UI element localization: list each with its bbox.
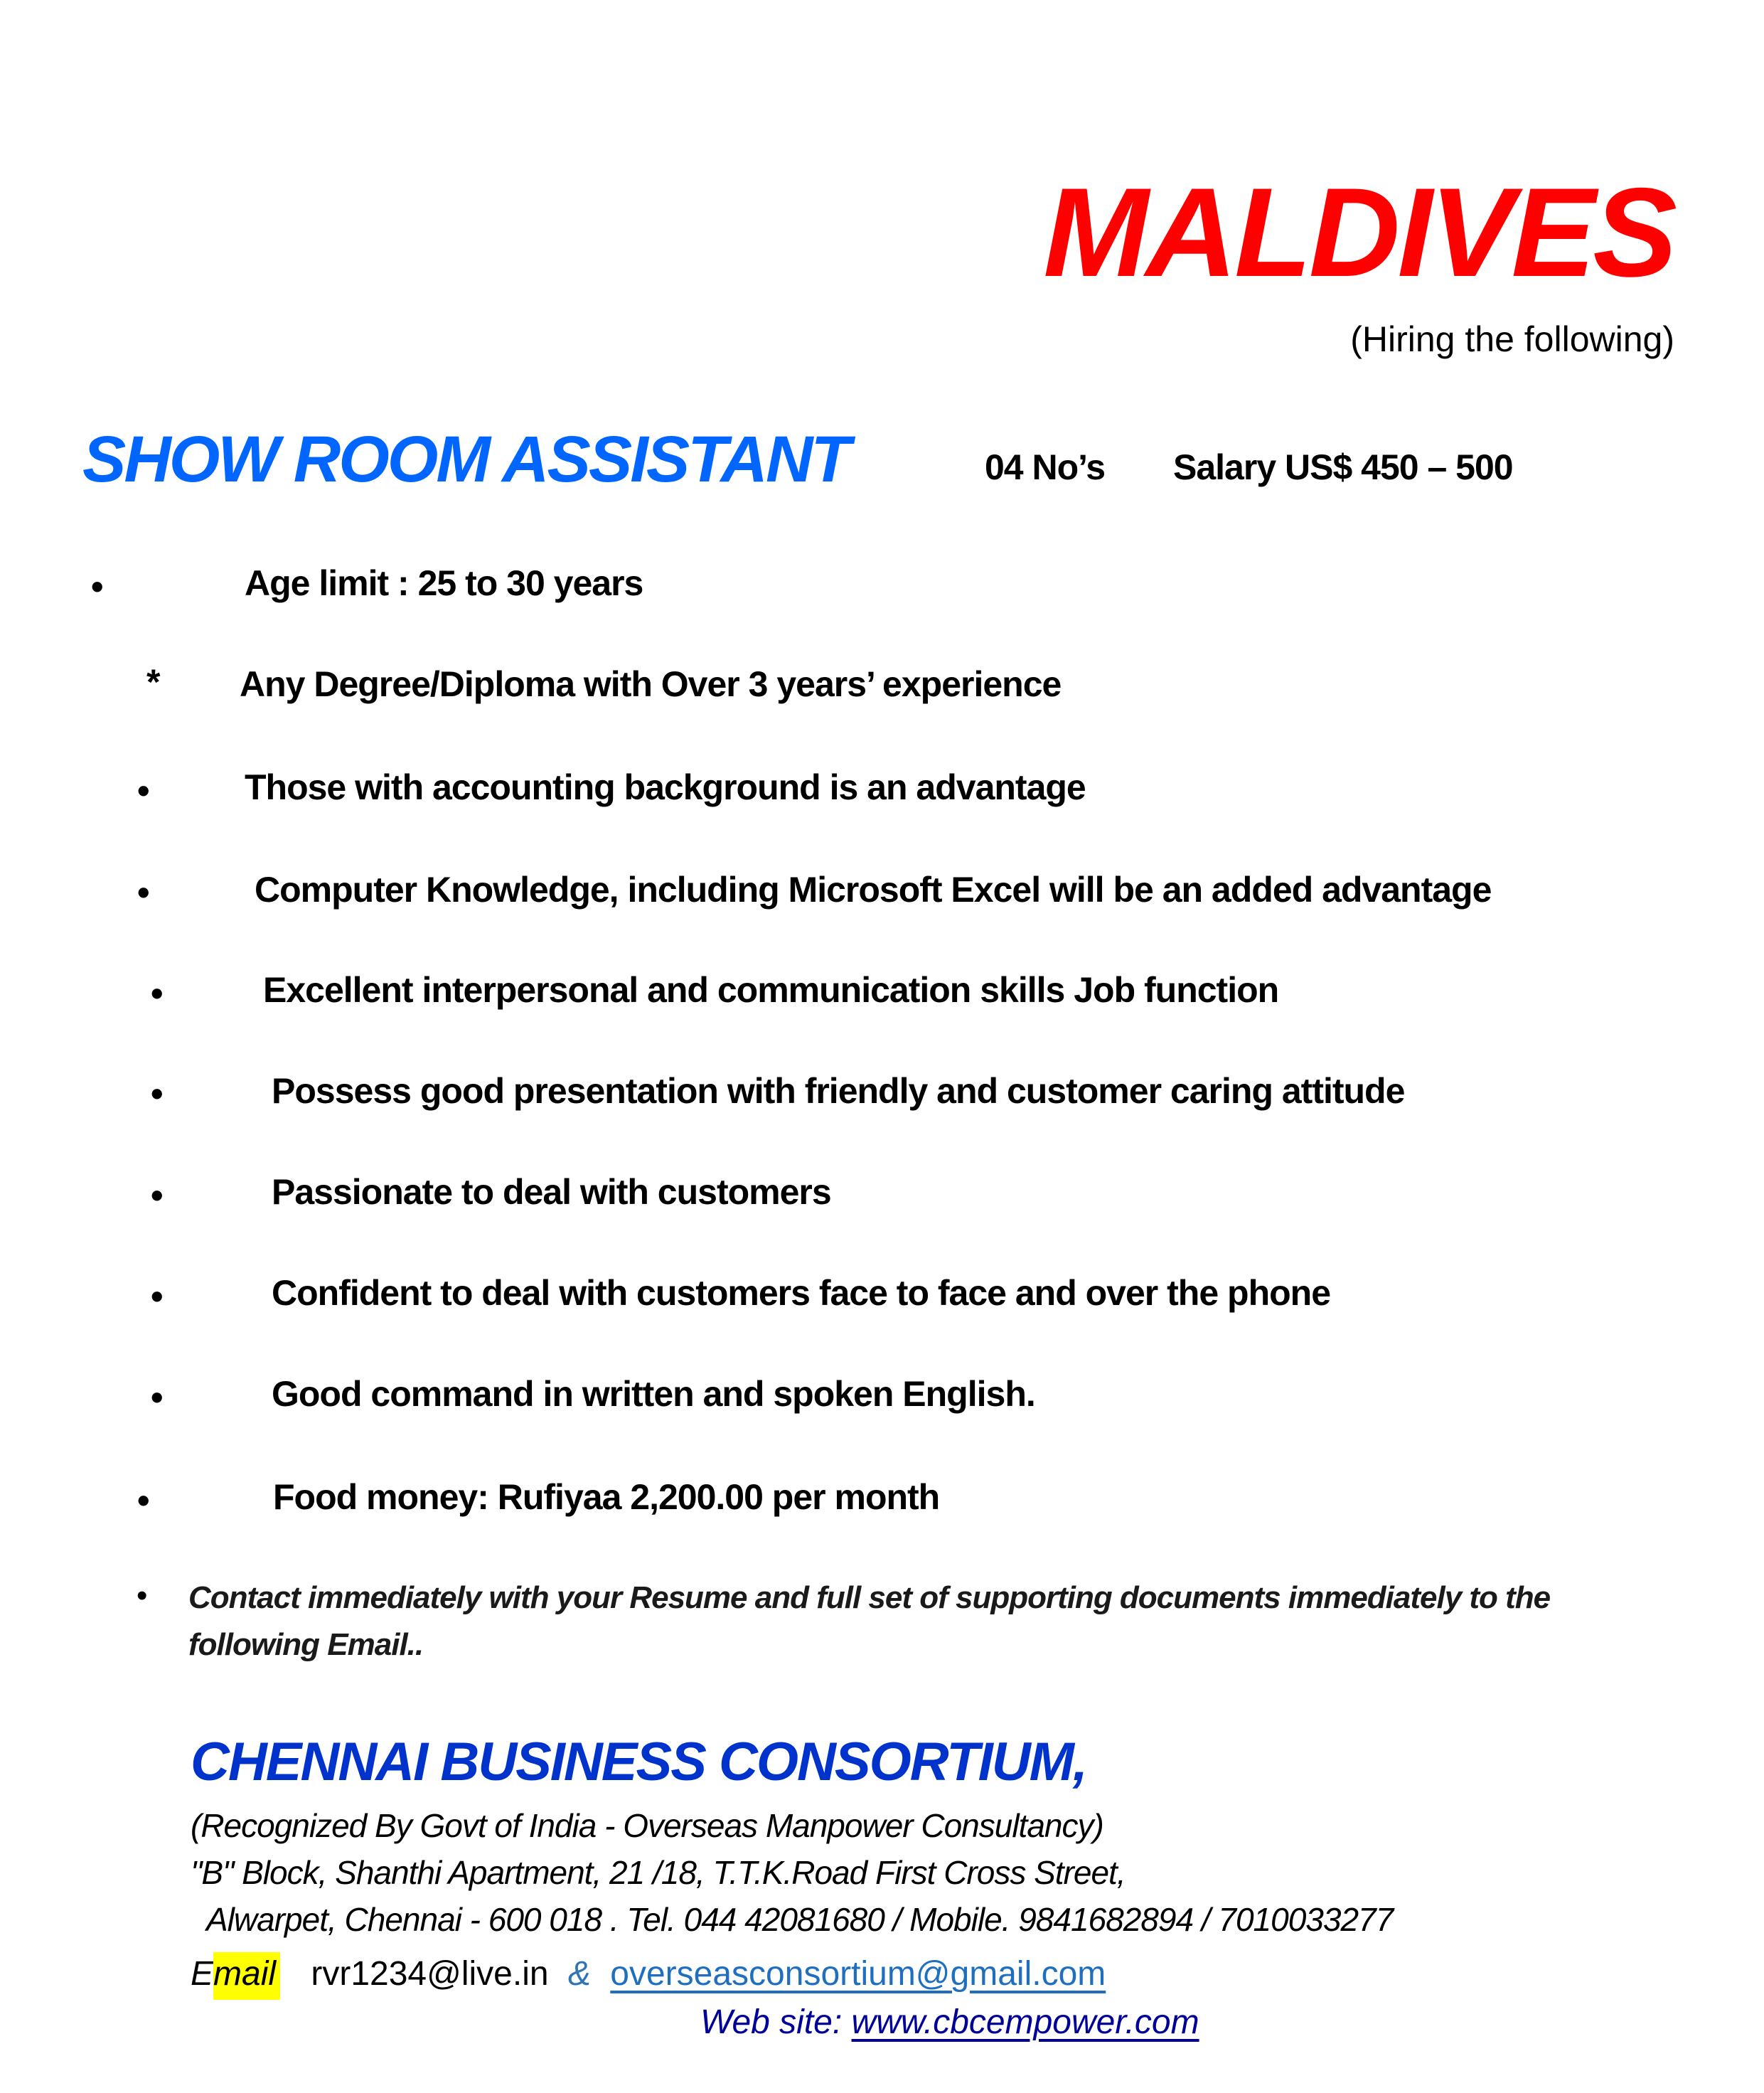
requirement-text: Those with accounting background is an advantage: [245, 767, 1086, 807]
bullet-icon: •: [151, 1074, 164, 1114]
website-link[interactable]: www.cbcempower.com: [851, 2003, 1199, 2041]
job-title: SHOW ROOM ASSISTANT: [82, 423, 849, 496]
asterisk-icon: *: [146, 662, 161, 702]
requirement-text: Excellent interpersonal and communication skills Job function: [263, 970, 1279, 1010]
requirement-text: Any Degree/Diploma with Over 3 years’ experience: [240, 664, 1062, 704]
email-row: [191, 1957, 1106, 1991]
email-label-initial: E: [191, 1955, 214, 1993]
requirement-text: Possess good presentation with friendly and customer caring attitude: [272, 1071, 1405, 1111]
requirement-text: Age limit : 25 to 30 years: [245, 563, 643, 603]
hiring-subtitle: (Hiring the following): [1350, 319, 1674, 359]
job-salary: Salary US$ 450 – 500: [1173, 447, 1513, 487]
company-recognition: (Recognized By Govt of India - Overseas Manpower Consultancy): [191, 1807, 1103, 1844]
bullet-icon: •: [137, 873, 150, 912]
bullet-icon: •: [151, 1277, 164, 1316]
bullet-icon: •: [151, 1176, 164, 1215]
requirement-text: Good command in written and spoken English.: [272, 1374, 1035, 1414]
requirement-text: Computer Knowledge, including Microsoft Excel will be an added advantage: [255, 870, 1492, 910]
country-title: MALDIVES: [1043, 161, 1674, 303]
email-label-highlight: mail: [213, 1952, 280, 2000]
bullet-icon: •: [91, 567, 104, 607]
email-separator: &: [567, 1955, 591, 1993]
requirement-text: Confident to deal with customers face to face and over the phone: [272, 1273, 1331, 1313]
bullet-icon: •: [137, 1481, 150, 1521]
requirement-text: Food money: Rufiyaa 2,200.00 per month: [273, 1477, 940, 1517]
company-name: CHENNAI BUSINESS CONSORTIUM,: [191, 1732, 1087, 1792]
email-label: [191, 1952, 280, 2000]
bullet-icon: •: [137, 1578, 148, 1613]
website-label: Web site:: [700, 2003, 852, 2041]
website-row: [700, 2003, 1199, 2041]
requirement-text: Passionate to deal with customers: [272, 1172, 831, 1212]
job-vacancy-count: 04 No’s: [985, 447, 1106, 487]
bullet-icon: •: [151, 1378, 164, 1417]
bullet-icon: •: [137, 771, 150, 811]
email-primary: rvr1234@live.in: [311, 1955, 549, 1993]
email-secondary-link[interactable]: overseasconsortium@gmail.com: [610, 1955, 1106, 1993]
contact-instruction: Contact immediately with your Resume and full set of supporting documents immediately to the following Email..: [188, 1580, 1551, 1662]
company-address-line-1: "B" Block, Shanthi Apartment, 21 /18, T.T.K.Road First Cross Street,: [191, 1854, 1126, 1891]
company-address-line-2: Alwarpet, Chennai - 600 018 . Tel. 044 42081680 / Mobile. 9841682894 / 7010033277: [206, 1901, 1394, 1938]
bullet-icon: •: [151, 974, 164, 1013]
